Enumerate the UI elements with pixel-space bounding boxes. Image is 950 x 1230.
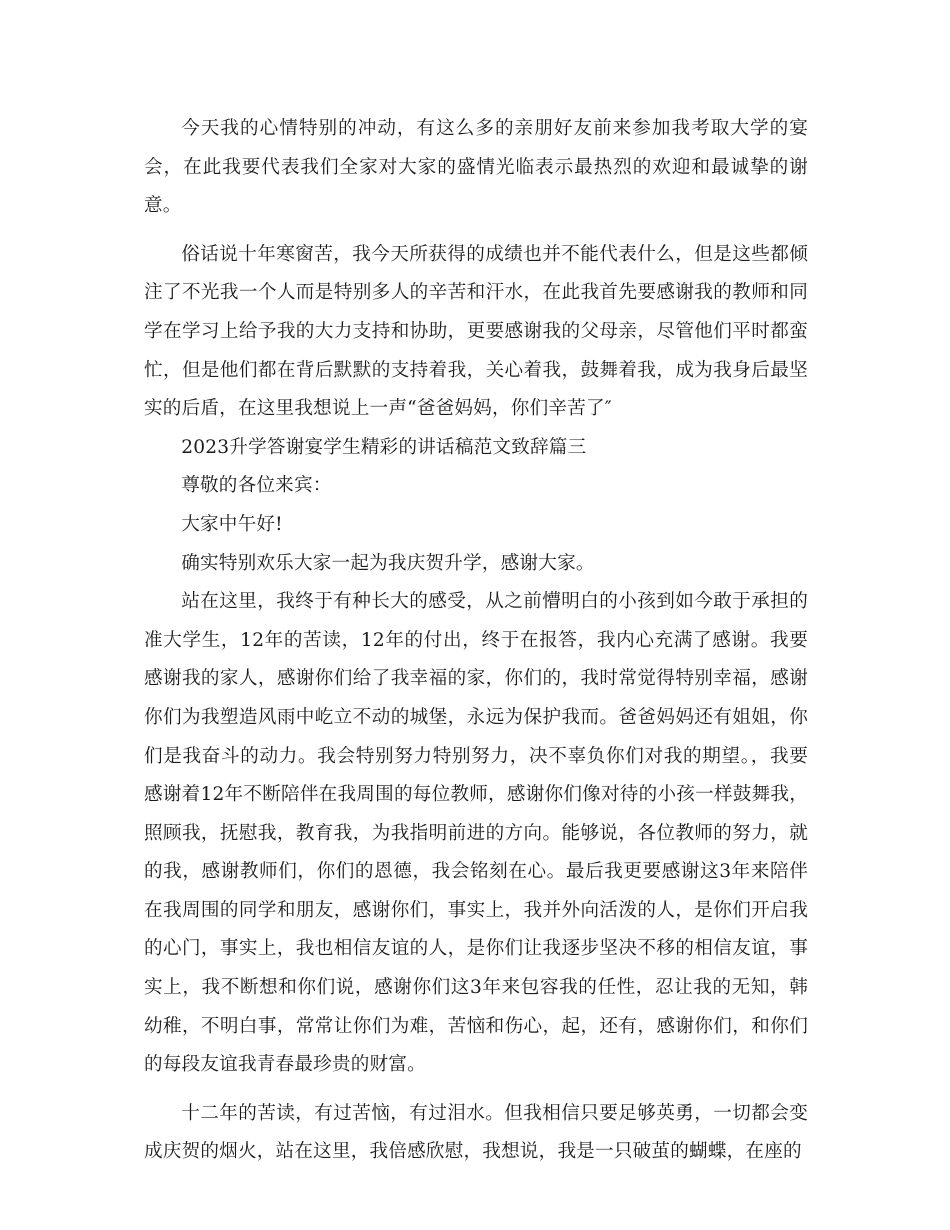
greeting-line: 大家中午好!	[181, 513, 283, 535]
paragraph-parents-thanks: 俗话说十年寒窗苦，我今天所获得的成绩也并不能代表什么，但是这些都倾注了不光我一个人而是特别多人的辛苦和汗水，在此我首先要感谢我的教师和同学在学习上给予我的大力支持和协助，更要感谢我的父母亲，尽管他们平时都蛮忙，但是他们都在背后默默的支持着我，关心着我，鼓舞着我，成为我身后最坚实的后盾，在这里我想说上一声“爸爸妈妈，你们辛苦了″	[144, 243, 808, 420]
document-body	[144, 110, 808, 1172]
paragraph-greeting-thanks: 今天我的心情特别的冲动，有这么多的亲朋好友前来参加我考取大学的宴会，在此我要代表我们全家对大家的盛情光临表示最热烈的欢迎和最诚挚的谢意。	[144, 118, 808, 217]
section-heading: 2023升学答谢宴学生精彩的讲话稿范文致辞篇三	[181, 436, 587, 458]
paragraph-closing: 十二年的苦读，有过苦恼，有过泪水。但我相信只要足够英勇，一切都会变成庆贺的烟火，站在这里，我倍感欣慰，我想说，我是一只破茧的蝴蝶，在座的	[144, 1102, 808, 1163]
opening-thanks-line: 确实特别欢乐大家一起为我庆贺升学，感谢大家。	[181, 552, 595, 574]
paragraph-main-speech: 站在这里，我终于有种长大的感受，从之前懵明白的小孩到如今敢于承担的准大学生，12年的苦读，12年的付出，终于在报答，我内心充满了感谢。我要感谢我的家人，感谢你们给了我幸福的家，你们的，我时常觉得特别幸福，感谢你们为我塑造风雨中屹立不动的城堡，永远为保护我而。爸爸妈妈还有姐姐，你们是我奋斗的动力。我会特别努力特别努力，决不辜负你们对我的期望。，我要感谢着12年不断陪伴在我周围的每位教师，感谢你们像对待的小孩一样鼓舞我，照顾我，抚慰我，教育我，为我指明前进的方向。能够说，各位教师的努力，就的我，感谢教师们，你们的恩德，我会铭刻在心。最后我更要感谢这3年来陪伴在我周围的同学和朋友，感谢你们，事实上，我并外向活泼的人，是你们开启我的心门，事实上，我也相信友谊的人，是你们让我逐步坚决不移的相信友谊，事实上，我不断想和你们说，感谢你们这3年来包容我的任性，忍让我的无知，韩幼稚，不明白事，常常让你们为难，苦恼和伤心，起，还有，感谢你们，和你们的每段友谊我青春最珍贵的财富。	[144, 591, 808, 1076]
salutation: 尊敬的各位来宾：	[181, 475, 332, 497]
